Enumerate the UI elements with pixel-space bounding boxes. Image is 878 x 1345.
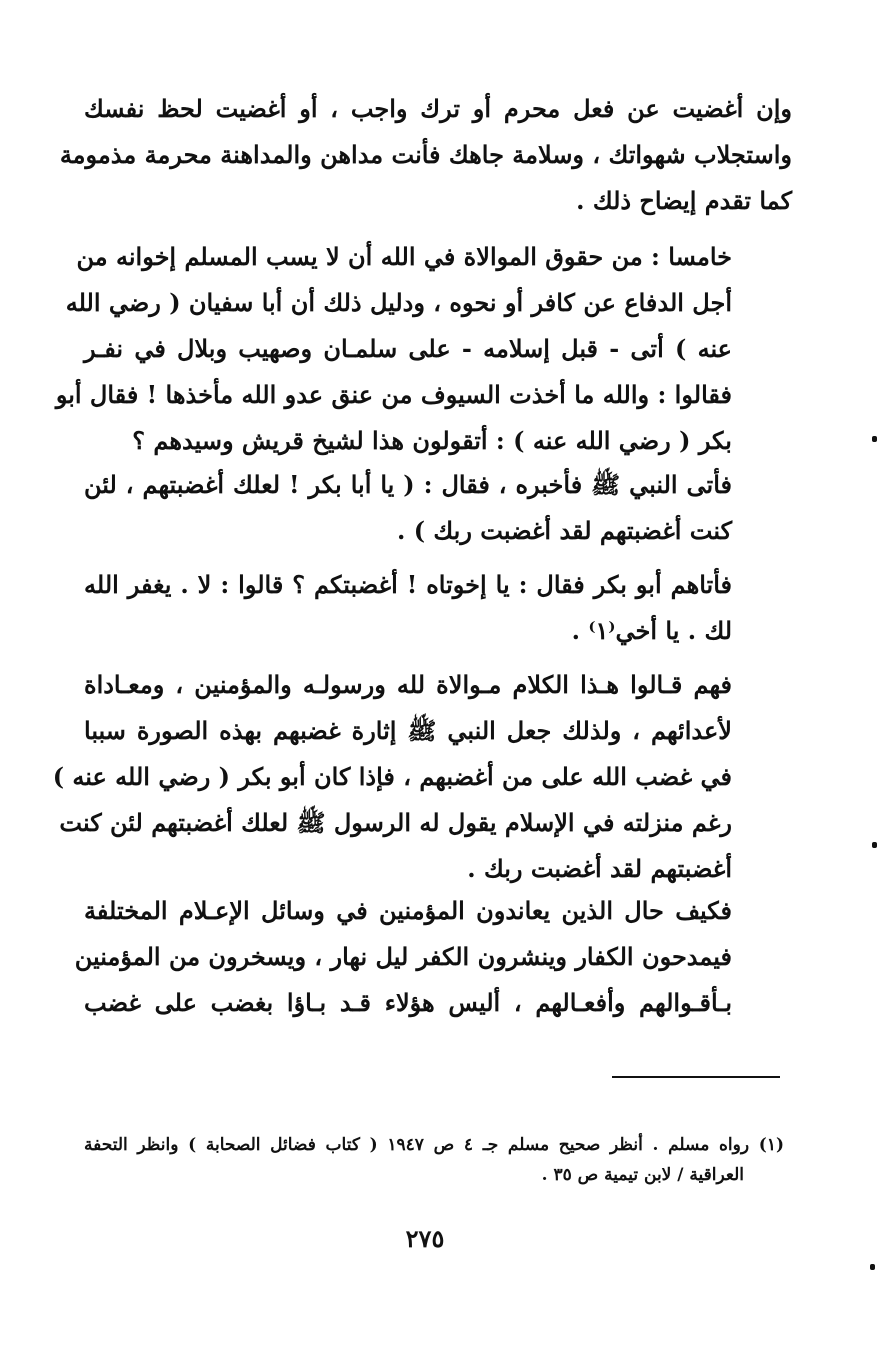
page-number: ٢٧٥ — [405, 1224, 445, 1253]
paragraph-line: كنت أغضبتهم لقد أغضبت ربك ) . — [396, 516, 732, 545]
scan-speck — [872, 436, 877, 442]
paragraph-line: بـأقـوالهم وأفعـالهم ، أليس هؤلاء قـد بـاؤا بغضب على غضب — [84, 988, 732, 1017]
paragraph-4 — [84, 562, 732, 654]
paragraph-line: أغضبتهم لقد أغضبت ربك . — [467, 854, 732, 883]
paragraph-2 — [55, 234, 732, 464]
paragraph-line: فكيف حال الذين يعاندون المؤمنين في وسائل الإعـلام المختلفة — [84, 896, 732, 925]
scan-speck — [870, 1264, 875, 1270]
paragraph-1 — [59, 86, 792, 224]
paragraph-line: عنه ) أتى - قبل إسلامه - على سلمـان وصهيب وبلال في نفـر — [84, 334, 732, 363]
paragraph-line: فأتى النبي ﷺ فأخبره ، فقال : ( يا أبا بكر ! لعلك أغضبتهم ، لئن — [84, 470, 732, 499]
footnote-line: (١) رواه مسلم . أنظر صحيح مسلم جـ ٤ ص ١٩٤٧ ( كتاب فضائل الصحابة ) وانظر التحفة — [84, 1135, 784, 1155]
footnote-line: العراقية / لابن تيمية ص ٣٥ . — [541, 1165, 744, 1185]
paragraph-line: فقالوا : والله ما أخذت السيوف من عنق عدو الله مأخذها ! فقال أبو — [55, 380, 732, 409]
paragraph-line: فأتاهم أبو بكر فقال : يا إخوتاه ! أغضبتكم ؟ قالوا : لا . يغفر الله — [84, 570, 732, 599]
paragraph-3 — [84, 462, 732, 554]
paragraph-line: فهم قـالوا هـذا الكلام مـوالاة لله ورسولـه والمؤمنين ، ومعـاداة — [84, 670, 732, 699]
footnote-divider — [612, 1076, 780, 1078]
paragraph-5 — [52, 662, 732, 892]
paragraph-line: لك . يا أخي⁽١⁾ . — [571, 616, 732, 645]
paragraph-line: رغم منزلته في الإسلام يقول له الرسول ﷺ لعلك أغضبتهم لئن كنت — [59, 808, 732, 837]
scan-speck — [872, 842, 877, 848]
paragraph-line: وإن أغضيت عن فعل محرم أو ترك واجب ، أو أغضيت لحظ نفسك — [84, 94, 792, 123]
paragraph-line: فيمدحون الكفار وينشرون الكفر ليل نهار ، ويسخرون من المؤمنين — [74, 942, 732, 971]
paragraph-line: واستجلاب شهواتك ، وسلامة جاهك فأنت مداهن والمداهنة محرمة مذمومة — [59, 140, 792, 169]
paragraph-line: كما تقدم إيضاح ذلك . — [576, 186, 792, 215]
paragraph-line: بكر ( رضي الله عنه ) : أتقولون هذا لشيخ قريش وسيدهم ؟ — [132, 426, 732, 455]
footnote — [84, 1130, 784, 1190]
paragraph-line: أجل الدفاع عن كافر أو نحوه ، ودليل ذلك أن أبا سفيان ( رضي الله — [65, 288, 732, 317]
paragraph-6 — [74, 888, 732, 1026]
paragraph-line: خامسا : من حقوق الموالاة في الله أن لا يسب المسلم إخوانه من — [76, 242, 732, 271]
paragraph-line: لأعدائهم ، ولذلك جعل النبي ﷺ إثارة غضبهم بهذه الصورة سببا — [84, 716, 732, 745]
paragraph-line: في غضب الله على من أغضبهم ، فإذا كان أبو بكر ( رضي الله عنه ) — [52, 762, 732, 791]
